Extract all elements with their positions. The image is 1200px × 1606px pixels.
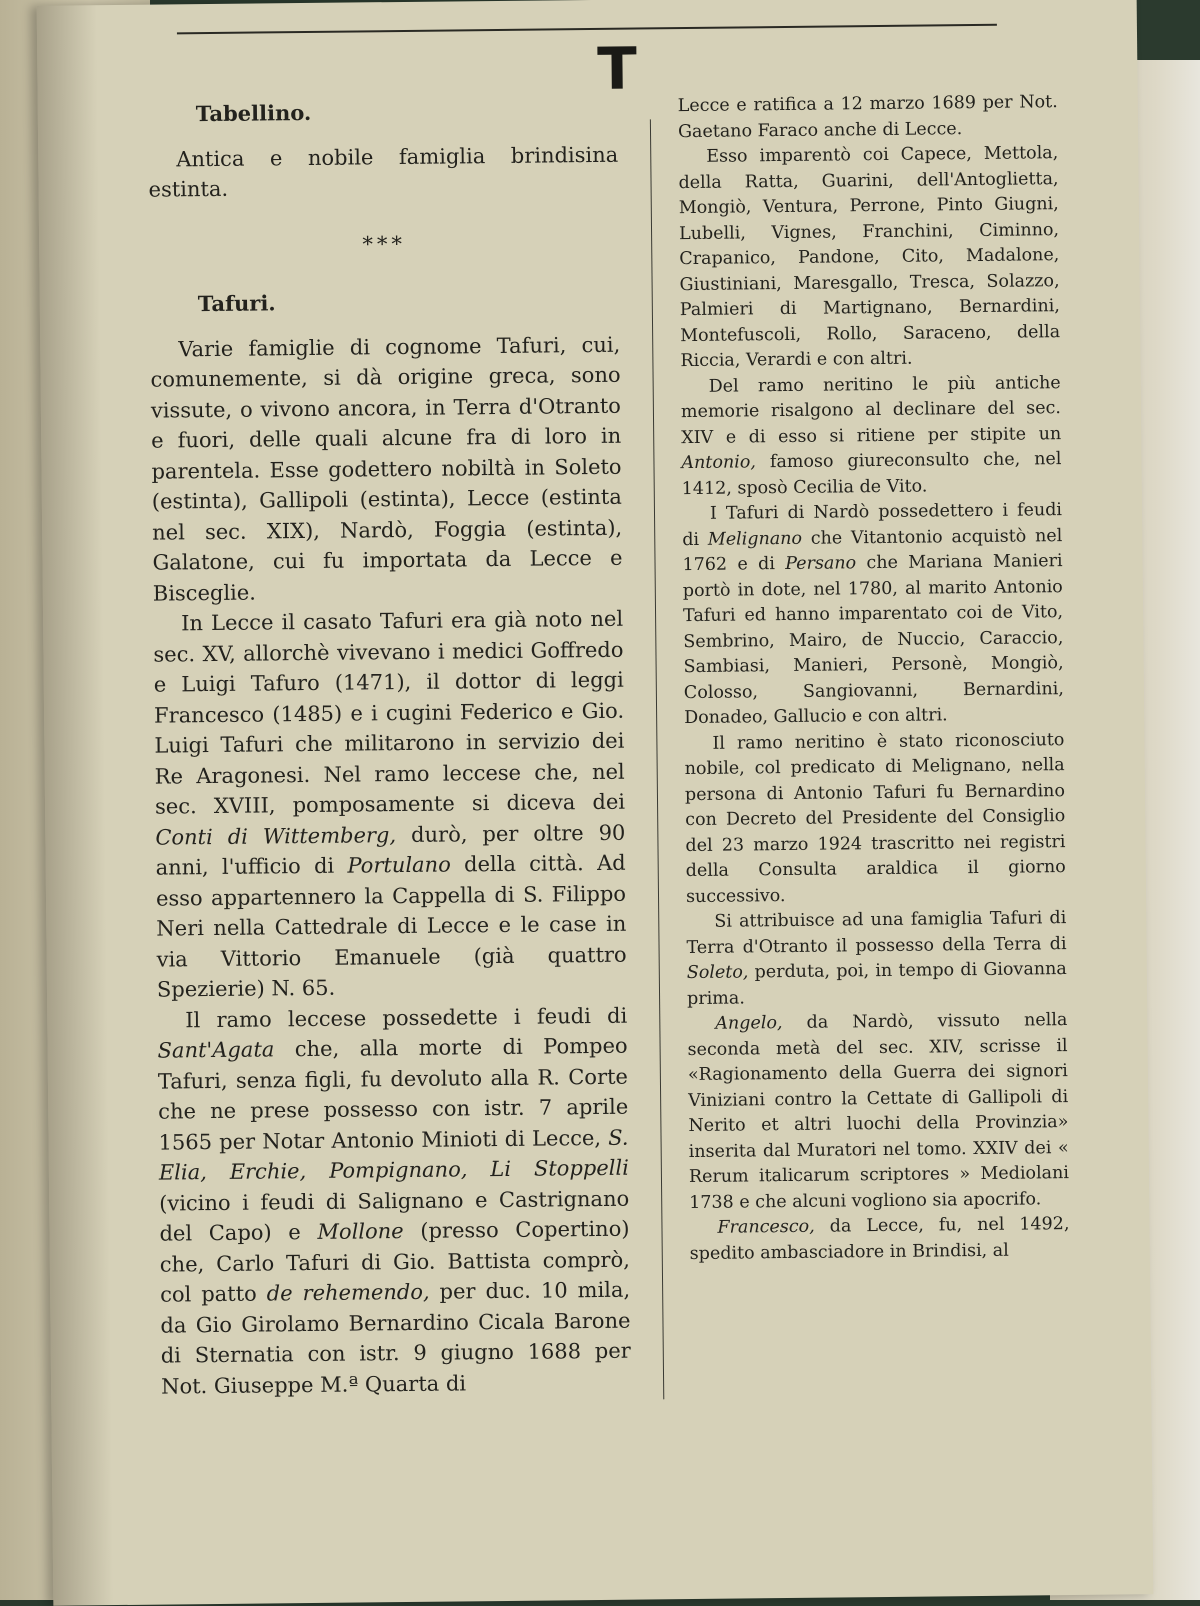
entry-text: Antica e nobile famiglia brindisina estinta. [148,142,619,202]
column-divider [650,119,664,1399]
entry-title: Tabellino. [195,99,312,127]
paragraph-3: Il ramo leccese possedette i feudi di Sant'Agata che, alla morte di Pompeo Tafuri, senza figli, fu devoluto alla R. Corte che ne prese possesso con istr. 7 aprile 1565 per Notar Antonio Minioti di Lecce, S. Elia, Erchie, Pompignano, Li Stoppelli (vicino i feudi di Salignano e Castrignano del Capo) e Mollone (presso Copertino) che, Carlo Tafuri di Gio. Battista comprò, col patto de rehemendo, per duc. 10 mila, da Gio Girolamo Bernardino Cicala Barone di Sternatia con istr. 9 giugno 1688 per Not. Giuseppe M.ª Quarta di [157,1003,631,1399]
section-separator: *** [362,231,407,256]
paragraph-2: In Lecce il casato Tafuri era già noto nel sec. XV, allorchè vivevano i medici Goffredo e Luigi Tafuro (1471), il dottor di leggi Francesco (1485) e i cugini Federico e Gio. Luigi Tafuri che militarono in servizio dei Re Aragonesi. Nel ramo leccese che, nel sec. XVIII, pomposamente si diceva dei Conti di Wittemberg, durò, per oltre 90 anni, l'ufficio di Portulano della città. Ad esso appartennero la Cappella di S. Filippo Neri nella Cattedrale di Lecce e le case in via Vittorio Emanuele (già quattro Spezierie) N. 65. [153,606,627,1002]
left-column [148,95,632,1402]
right-column [678,90,1070,1267]
header-rule [177,24,997,36]
paragraph-r8: Francesco, da Lecce, fu, nel 1492, spedito ambasciadore in Brindisi, al [689,1214,1070,1264]
entry-title: Tafuri. [197,290,276,317]
paragraph-r5: Il ramo neritino è stato riconosciuto nobile, col predicato di Melignano, nella persona di Antonio Tafuri fu Bernardino con Decreto del Presidente del Consiglio del 23 marzo 1924 trascritto nei registri della Consulta araldica il giorno successivo. [684,729,1066,907]
paragraph-r4: I Tafuri di Nardò possedettero i feudi di Melignano che Vitantonio acquistò nel 1762 e di Persano che Mariana Manieri portò in dote, nel 1780, al marito Antonio Tafuri ed hanno imparentato coi de Vito, Sembrino, Mairo, de Nuccio, Caraccio, Sambiasi, Manieri, Personè, Mongiò, Colosso, Sangiovanni, Bernardini, Donadeo, Gallucio e con altri. [682,500,1064,729]
paragraph-r2: Esso imparentò coi Capece, Mettola, della Ratta, Guarini, dell'Antoglietta, Mongiò, Ventura, Perrone, Pinto Giugni, Lubelli, Vignes, Franchini, Ciminno, Crapanico, Pandone, Cito, Madalone, Giustiniani, Maresgallo, Tresca, Solazzo, Palmieri di Martignano, Bernardini, Montefuscoli, Rollo, Saraceno, della Riccia, Verardi e con altri. [678,143,1061,372]
entry-tafuri [150,285,632,1402]
book-page [37,0,1154,1606]
paragraph-r1: Lecce e ratifica a 12 marzo 1689 per Not. Gaetano Faraco anche di Lecce. [677,92,1058,142]
section-letter: T [596,34,638,103]
paragraph-1: Varie famiglie di cognome Tafuri, cui, comunemente, si dà origine greca, sono vissute, o vivono ancora, in Terra d'Otranto e fuori, delle quali alcune fra di loro in parentela. Esse godettero nobiltà in Soleto (estinta), Gallipoli (estinta), Lecce (estinta nel sec. XIX), Nardò, Foggia (estinta), Galatone, cui fu importata da Lecce e Bisceglie. [150,332,623,606]
paragraph-r6: Si attribuisce ad una famiglia Tafuri di Terra d'Otranto il possesso della Terra di Soleto, perduta, poi, in tempo di Giovanna prima. [686,908,1067,1009]
entry-tabellino [148,95,619,205]
paragraph-r3: Del ramo neritino le più antiche memorie risalgono al declinare del sec. XIV e di esso si ritiene per stipite un Antonio, famoso giureconsulto che, nel 1412, sposò Cecilia de Vito. [680,372,1062,499]
paragraph-r7: Angelo, da Nardò, vissuto nella seconda metà del sec. XIV, scrisse il «Ragionamento della Guerra dei signori Viniziani contro la Cettate di Gallipoli di Nerito et altri luochi della Provinzia» inserita dal Muratori nel tomo. XXIV dei « Rerum italicarum scriptores » Mediolani 1738 e che alcuni vogliono sia apocrifo. [687,1010,1070,1213]
